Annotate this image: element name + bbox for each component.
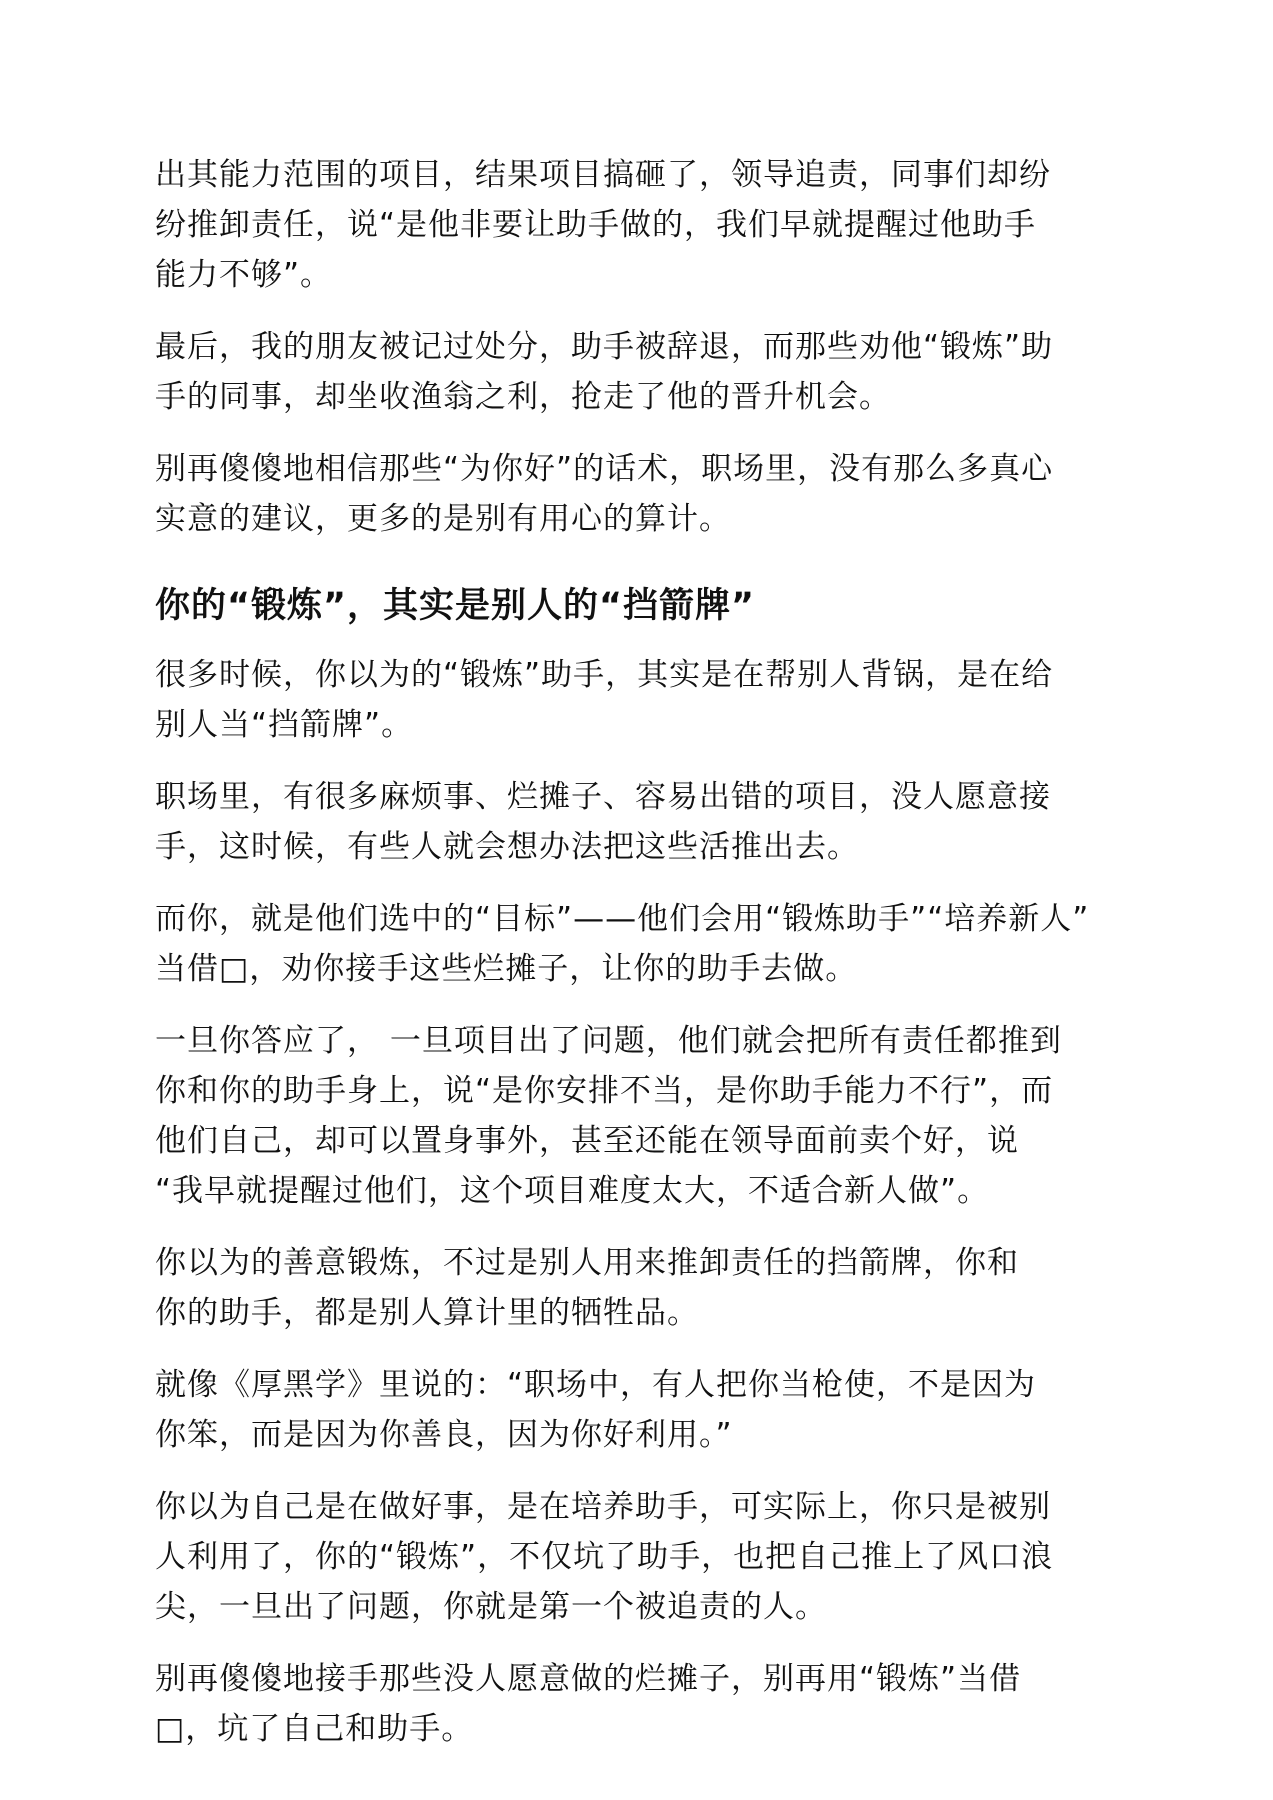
intro-paragraph-2: 最后，我的朋友被记过处分，助手被辞退，而那些劝他“锻炼”助 手的同事，却坐收渔翁之利，抢走了他的晋升机会。 xyxy=(155,329,1054,415)
section-paragraph-1: 很多时候，你以为的“锻炼”助手，其实是在帮别人背锅，是在给 别人当“挡箭牌”。 xyxy=(155,657,1054,743)
section-paragraph-6: 就像《厚黑学》里说的：“职场中，有人把你当枪使，不是因为 你笨，而是因为你善良，因为你好利用。” xyxy=(155,1367,1037,1453)
section-paragraph-4: 一旦你答应了， 一旦项目出了问题，他们就会把所有责任都推到 你和你的助手身上，说“是你安排不当，是你助手能力不行”，而 他们自己，却可以置身事外，甚至还能在领导面前卖个好，说 “我早就提醒过他们，这个项目难度太大，不适合新人做”。 xyxy=(155,1023,1062,1209)
section-paragraph-8: 别再傻傻地接手那些没人愿意做的烂摊子，别再用“锻炼”当借 □，坑了自己和助手。 xyxy=(155,1661,1022,1747)
document-page xyxy=(155,150,1115,1776)
section-heading: 你的“锻炼”，其实是别人的“挡箭牌” xyxy=(155,586,756,626)
intro-paragraph-3: 别再傻傻地相信那些“为你好”的话术，职场里，没有那么多真心 实意的建议，更多的是别有用心的算计。 xyxy=(155,451,1054,537)
section-paragraph-2: 职场里，有很多麻烦事、烂摊子、容易出错的项目，没人愿意接 手，这时候，有些人就会想办法把这些活推出去。 xyxy=(155,779,1051,865)
section-paragraph-5: 你以为的善意锻炼，不过是别人用来推卸责任的挡箭牌，你和 你的助手，都是别人算计里的牺牲品。 xyxy=(155,1245,1019,1331)
section-paragraph-7: 你以为自己是在做好事，是在培养助手，可实际上，你只是被别 人利用了，你的“锻炼”，不仅坑了助手，也把自己推上了风口浪 尖，一旦出了问题，你就是第一个被追责的人。 xyxy=(155,1489,1054,1625)
intro-paragraph-1: 出其能力范围的项目，结果项目搞砸了，领导追责，同事们却纷 纷推卸责任，说“是他非要让助手做的，我们早就提醒过他助手 能力不够”。 xyxy=(155,157,1051,293)
section-paragraph-3: 而你，就是他们选中的“目标”——他们会用“锻炼助手”“培养新人” 当借□，劝你接手这些烂摊子，让你的助手去做。 xyxy=(155,901,1090,987)
